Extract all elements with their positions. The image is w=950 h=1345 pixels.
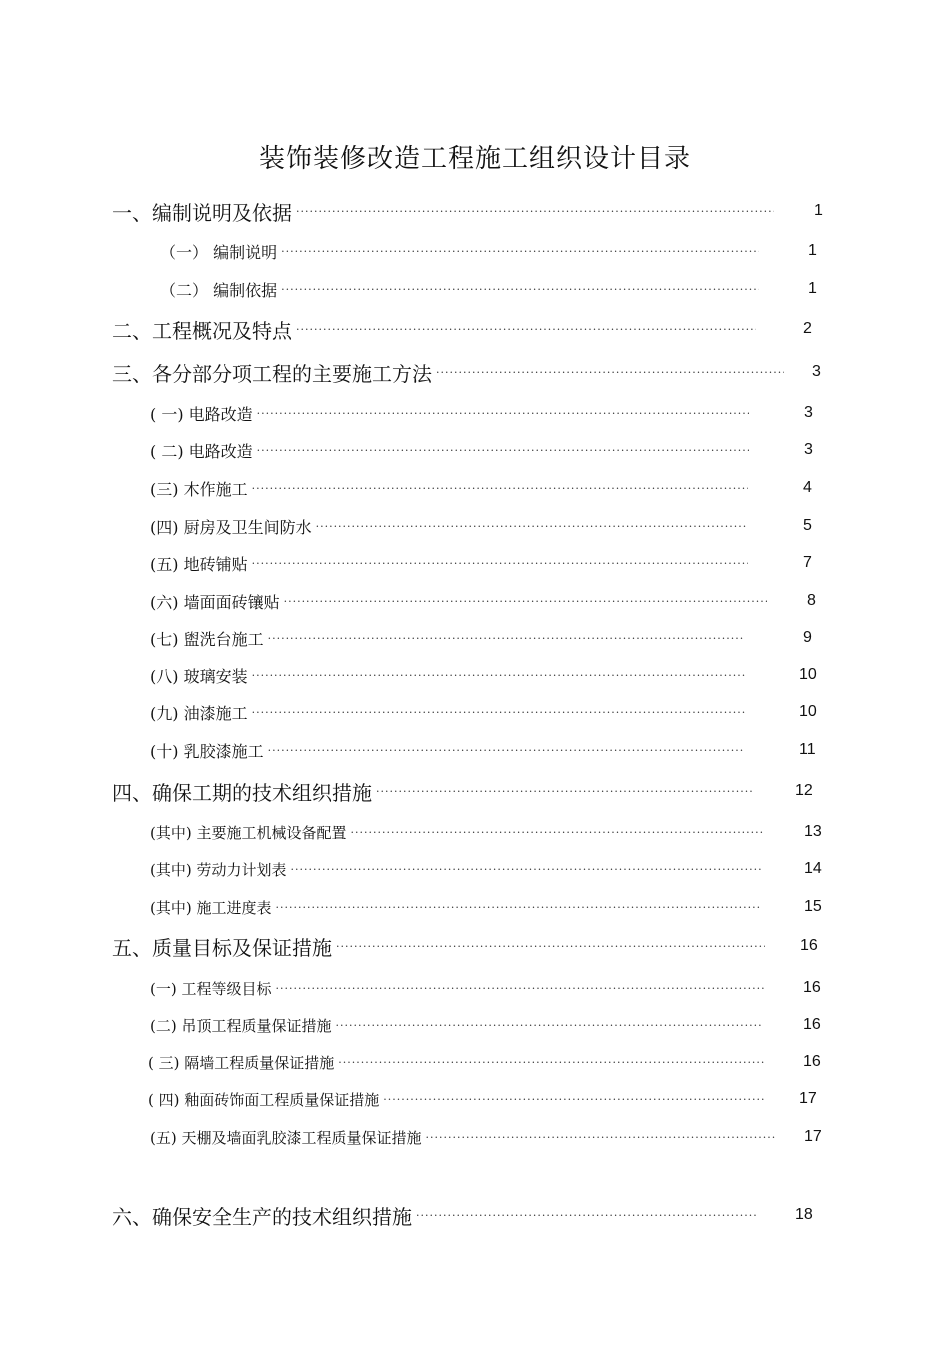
toc-entry-label: (七) 盥洗台施工: [150, 629, 264, 649]
toc-entry-page-number: 17: [804, 1128, 822, 1145]
dot-leader: [275, 901, 760, 914]
toc-entry-page-number: 17: [799, 1090, 817, 1107]
toc-entry: [150, 1124, 822, 1150]
toc-entry-label: （一） 编制说明: [160, 242, 278, 262]
toc-entry-label: ( 三) 隔墙工程质量保证措施: [148, 1053, 335, 1072]
toc-entry-label: (六) 墙面面砖镶贴: [150, 592, 280, 612]
toc-entry: [150, 400, 813, 426]
dot-leader: [338, 1056, 765, 1069]
toc-entry: [150, 475, 812, 501]
toc-entry-label: (五) 天棚及墙面乳胶漆工程质量保证措施: [150, 1128, 422, 1147]
toc-entry: [150, 550, 812, 576]
toc-entry-page-number: 10: [799, 666, 817, 683]
toc-entry-page-number: 11: [799, 741, 816, 758]
toc-entry-label: (其中) 劳动力计划表: [150, 860, 287, 879]
toc-entry-label: (十) 乳胶漆施工: [150, 741, 264, 761]
dot-leader: [252, 482, 748, 495]
toc-entry-page-number: 16: [803, 979, 821, 996]
dot-leader: [350, 826, 764, 839]
dot-leader: [376, 785, 754, 798]
toc-entry-page-number: 2: [803, 320, 812, 337]
toc-entry: [150, 662, 817, 688]
dot-leader: [290, 863, 761, 876]
toc-entry: [150, 513, 812, 539]
dot-leader: [257, 444, 749, 457]
dot-leader: [296, 323, 756, 336]
toc-entry: [148, 1049, 821, 1075]
toc-entry-label: (其中) 施工进度表: [150, 898, 272, 917]
toc-entry-page-number: 12: [795, 782, 813, 799]
toc-entry-page-number: 13: [804, 823, 822, 840]
dot-leader: [335, 1019, 763, 1032]
toc-entry-label: ( 二) 电路改造: [150, 441, 253, 461]
dot-leader: [252, 706, 745, 719]
dot-leader: [275, 982, 765, 995]
dot-leader: [268, 632, 745, 645]
toc-entry-page-number: 5: [803, 517, 812, 534]
toc-entry-page-number: 18: [795, 1206, 813, 1223]
toc-entry-label: ( 一) 电路改造: [150, 404, 253, 424]
toc-entry: [112, 933, 818, 960]
toc-entry: [112, 198, 823, 225]
dot-leader: [257, 407, 749, 420]
toc-entry: [150, 699, 817, 725]
dot-leader: [425, 1131, 777, 1144]
toc-entry-page-number: 9: [803, 629, 812, 646]
toc-entry-page-number: 10: [799, 703, 817, 720]
toc-entry-label: 三、各分部分项工程的主要施工方法: [112, 361, 432, 386]
toc-entry: [112, 359, 821, 386]
toc-entry-page-number: 1: [808, 280, 817, 297]
toc-entry-label: 六、确保安全生产的技术组织措施: [112, 1204, 412, 1229]
toc-entry: [112, 1202, 813, 1229]
dot-leader: [416, 1209, 757, 1222]
dot-leader: [336, 940, 765, 953]
toc-entry: [150, 437, 813, 463]
toc-entry-page-number: 1: [814, 202, 823, 219]
toc-entry-label: (三) 木作施工: [150, 479, 248, 499]
dot-leader: [281, 245, 759, 258]
toc-entry: [150, 1012, 821, 1038]
toc-entry: [160, 276, 817, 302]
toc-entry-page-number: 3: [804, 404, 813, 421]
dot-leader: [281, 283, 759, 296]
toc-entry-page-number: 16: [800, 937, 818, 954]
toc-entry-label: 五、质量目标及保证措施: [112, 935, 332, 960]
toc-entry: [160, 238, 817, 264]
toc-entry: [112, 316, 812, 343]
toc-entry: [150, 856, 822, 882]
toc-entry-page-number: 16: [803, 1053, 821, 1070]
toc-entry-page-number: 3: [812, 363, 821, 380]
toc-entry-label: (其中) 主要施工机械设备配置: [150, 823, 347, 842]
toc-entry-page-number: 14: [804, 860, 822, 877]
toc-entry-label: (一) 工程等级目标: [150, 979, 272, 998]
toc-entry: [148, 1086, 817, 1112]
toc-entry: [150, 819, 822, 845]
toc-entry-label: （二） 编制依据: [160, 280, 278, 300]
toc-entry-page-number: 1: [808, 242, 817, 259]
toc-entry-page-number: 7: [803, 554, 812, 571]
toc-entry: [150, 894, 822, 920]
toc-entry: [150, 625, 812, 651]
toc-entry-page-number: 16: [803, 1016, 821, 1033]
dot-leader: [436, 366, 784, 379]
toc-entry-label: 一、编制说明及依据: [112, 200, 292, 225]
dot-leader: [252, 669, 745, 682]
toc-entry-label: (九) 油漆施工: [150, 703, 248, 723]
toc-entry-label: (五) 地砖铺贴: [150, 554, 248, 574]
toc-entry: [150, 737, 816, 763]
toc-entry-label: (四) 厨房及卫生间防水: [150, 517, 312, 537]
toc-entry: [150, 975, 821, 1001]
dot-leader: [252, 557, 748, 570]
toc-entry-label: (八) 玻璃安装: [150, 666, 248, 686]
toc-entry-page-number: 3: [804, 441, 813, 458]
dot-leader: [316, 520, 748, 533]
dot-leader: [284, 595, 767, 608]
toc-entry: [112, 778, 813, 805]
dot-leader: [383, 1093, 764, 1106]
toc-entry-label: ( 四) 釉面砖饰面工程质量保证措施: [148, 1090, 380, 1109]
toc-entry-page-number: 8: [807, 592, 816, 609]
dot-leader: [268, 744, 745, 757]
toc-entry-label: 二、工程概况及特点: [112, 318, 292, 343]
toc-entry-label: (二) 吊顶工程质量保证措施: [150, 1016, 332, 1035]
toc-entry: [150, 588, 816, 614]
toc-entry-label: 四、确保工期的技术组织措施: [112, 780, 372, 805]
dot-leader: [296, 205, 774, 218]
toc-entry-page-number: 4: [803, 479, 812, 496]
toc-entry-page-number: 15: [804, 898, 822, 915]
document-title: 装饰装修改造工程施工组织设计目录: [258, 144, 691, 174]
